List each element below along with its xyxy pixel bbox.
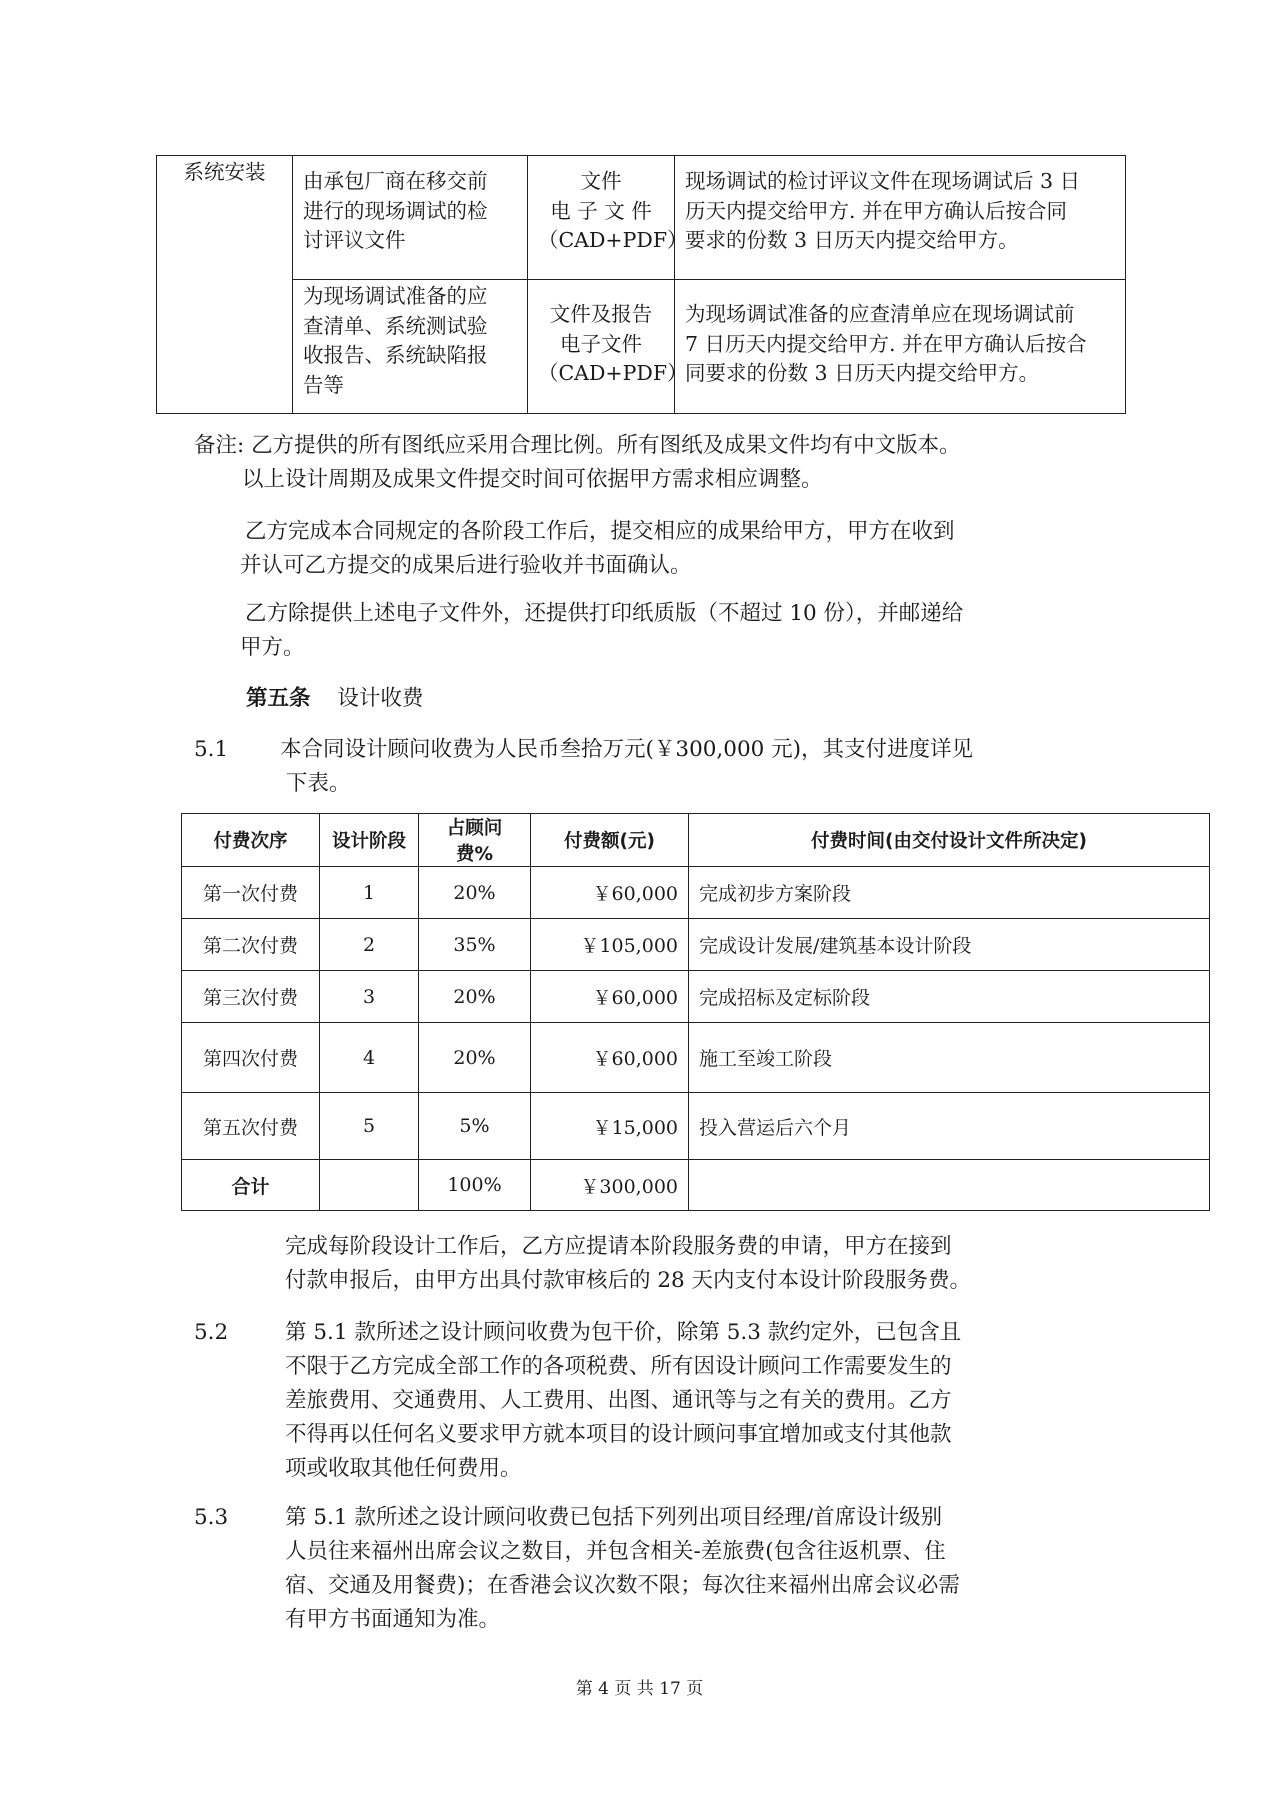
header-timing: 付费时间(由交付设计文件所决定) bbox=[689, 814, 1210, 867]
paragraph-line: 不限于乙方完成全部工作的各项税费、所有因设计顾问工作需要发生的 bbox=[285, 1354, 952, 1379]
stage-cell: 2 bbox=[320, 919, 419, 971]
item-line: 由承包厂商在移交前 bbox=[303, 169, 488, 193]
table-total-row bbox=[182, 1160, 1210, 1211]
clause-5-1-text bbox=[280, 733, 973, 801]
paragraph-line: 甲方。 bbox=[240, 635, 305, 660]
requirement-line: 为现场调试准备的应查清单应在现场调试前 bbox=[685, 302, 1075, 326]
order-cell: 第一次付费 bbox=[182, 867, 320, 919]
format-line: 文件及报告 bbox=[549, 302, 653, 326]
paragraph-line: 并认可乙方提交的成果后进行验收并书面确认。 bbox=[240, 553, 692, 578]
remarks bbox=[194, 429, 961, 497]
table-header-row bbox=[182, 814, 1210, 867]
item-line: 讨评议文件 bbox=[303, 228, 406, 252]
paragraph-line: 下表。 bbox=[286, 771, 351, 796]
percent-cell: 5% bbox=[419, 1093, 531, 1160]
paragraph-line: 完成每阶段设计工作后，乙方应提请本阶段服务费的申请，甲方在接到 bbox=[285, 1234, 952, 1259]
requirement-line: 要求的份数 3 日历天内提交给甲方。 bbox=[685, 228, 1019, 252]
table-row bbox=[182, 971, 1210, 1023]
paragraph-line: 乙方完成本合同规定的各阶段工作后，提交相应的成果给甲方，甲方在收到 bbox=[245, 519, 955, 544]
requirement-cell bbox=[675, 156, 1126, 280]
header-percent: 占顾问费% bbox=[419, 814, 531, 867]
amount-cell: ￥105,000 bbox=[531, 919, 689, 971]
percent-cell: 20% bbox=[419, 971, 531, 1023]
format-line: 电 子 文 件 bbox=[550, 198, 652, 223]
percent-cell: 35% bbox=[419, 919, 531, 971]
stage-cell: 1 bbox=[320, 867, 419, 919]
total-label: 合计 bbox=[182, 1160, 320, 1211]
item-line: 进行的现场调试的检 bbox=[303, 198, 488, 223]
requirement-cell bbox=[675, 280, 1126, 414]
section-label: 系统安装 bbox=[183, 160, 266, 184]
total-amount: ￥300,000 bbox=[531, 1160, 689, 1211]
total-timing-cell bbox=[689, 1160, 1210, 1211]
paragraph-line: 宿、交通及用餐费)；在香港会议次数不限；每次往来福州出席会议必需 bbox=[285, 1573, 960, 1598]
table-row bbox=[157, 280, 1126, 414]
remarks-line: 备注: 乙方提供的所有图纸应采用合理比例。所有图纸及成果文件均有中文版本。 bbox=[194, 433, 961, 458]
paragraph-line: 项或收取其他任何费用。 bbox=[285, 1456, 522, 1481]
paragraph-line: 付款申报后，由甲方出具付款审核后的 28 天内支付本设计阶段服务费。 bbox=[285, 1268, 972, 1293]
remarks-line: 以上设计周期及成果文件提交时间可依据甲方需求相应调整。 bbox=[242, 467, 823, 492]
requirement-line: 同要求的份数 3 日历天内提交给甲方。 bbox=[685, 361, 1040, 385]
article-number: 第五条 bbox=[246, 686, 311, 711]
percent-cell: 20% bbox=[419, 867, 531, 919]
format-cell bbox=[528, 156, 688, 280]
timing-cell: 投入营运后六个月 bbox=[689, 1093, 1210, 1160]
total-percent: 100% bbox=[419, 1160, 531, 1211]
order-cell: 第二次付费 bbox=[182, 919, 320, 971]
timing-cell: 完成招标及定标阶段 bbox=[689, 971, 1210, 1023]
fee-schedule-table bbox=[181, 813, 1210, 1211]
article-title: 设计收费 bbox=[337, 686, 424, 711]
stage-cell: 4 bbox=[320, 1023, 419, 1093]
section-cell bbox=[157, 156, 293, 414]
item-line: 查清单、系统测试验 bbox=[303, 313, 488, 338]
item-line: 为现场调试准备的应 bbox=[303, 284, 488, 308]
article-heading bbox=[246, 682, 423, 716]
deliverables-table bbox=[156, 155, 1126, 414]
format-line: （CAD+PDF） bbox=[538, 361, 688, 385]
amount-cell: ￥60,000 bbox=[531, 867, 689, 919]
format-line: 文件 bbox=[580, 169, 622, 193]
format-line: 电子文件 bbox=[560, 331, 642, 356]
format-line: （CAD+PDF） bbox=[538, 228, 688, 252]
amount-cell: ￥15,000 bbox=[531, 1093, 689, 1160]
stage-cell: 5 bbox=[320, 1093, 419, 1160]
amount-cell: ￥60,000 bbox=[531, 971, 689, 1023]
stage-cell: 3 bbox=[320, 971, 419, 1023]
acceptance-paragraph bbox=[240, 515, 955, 583]
table-row bbox=[182, 867, 1210, 919]
paragraph-line: 第 5.1 款所述之设计顾问收费为包干价，除第 5.3 款约定外，已包含且 bbox=[285, 1320, 962, 1345]
clause-5-3-text bbox=[285, 1501, 960, 1637]
timing-cell: 施工至竣工阶段 bbox=[689, 1023, 1210, 1093]
table-row bbox=[157, 156, 1126, 280]
item-line: 告等 bbox=[303, 372, 344, 397]
header-order: 付费次序 bbox=[182, 814, 320, 867]
requirement-line: 历天内提交给甲方. 并在甲方确认后按合同 bbox=[685, 198, 1068, 223]
requirement-line: 7 日历天内提交给甲方. 并在甲方确认后按合 bbox=[685, 331, 1087, 356]
order-cell: 第五次付费 bbox=[182, 1093, 320, 1160]
paragraph-line: 差旅费用、交通费用、人工费用、出图、通讯等与之有关的费用。乙方 bbox=[285, 1388, 952, 1413]
paragraph-line: 本合同设计顾问收费为人民币叁拾万元(￥300,000 元)，其支付进度详见 bbox=[280, 737, 974, 762]
timing-cell: 完成初步方案阶段 bbox=[689, 867, 1210, 919]
table-row bbox=[182, 919, 1210, 971]
paragraph-line: 乙方除提供上述电子文件外，还提供打印纸质版（不超过 10 份），并邮递给 bbox=[245, 601, 964, 626]
header-amount: 付费额(元) bbox=[531, 814, 689, 867]
item-line: 收报告、系统缺陷报 bbox=[303, 343, 488, 367]
clause-5-1-number: 5.1 bbox=[194, 737, 229, 762]
paragraph-line: 人员往来福州出席会议之数目，并包含相关-差旅费(包含往返机票、住 bbox=[285, 1539, 946, 1564]
table-row bbox=[182, 1023, 1210, 1093]
timing-cell: 完成设计发展/建筑基本设计阶段 bbox=[689, 919, 1210, 971]
paragraph-line: 不得再以任何名义要求甲方就本项目的设计顾问事宜增加或支付其他款 bbox=[285, 1422, 952, 1447]
item-cell bbox=[293, 156, 528, 280]
requirement-line: 现场调试的检讨评议文件在现场调试后 3 日 bbox=[685, 169, 1081, 193]
page-number: 第 4 页 共 17 页 bbox=[575, 1679, 704, 1699]
total-stage-cell bbox=[320, 1160, 419, 1211]
percent-cell: 20% bbox=[419, 1023, 531, 1093]
format-cell bbox=[528, 280, 688, 414]
order-cell: 第四次付费 bbox=[182, 1023, 320, 1093]
order-cell: 第三次付费 bbox=[182, 971, 320, 1023]
paragraph-line: 有甲方书面通知为准。 bbox=[285, 1607, 501, 1632]
clause-5-3-number: 5.3 bbox=[194, 1505, 229, 1530]
clause-5-2-text bbox=[285, 1316, 961, 1486]
amount-cell: ￥60,000 bbox=[531, 1023, 689, 1093]
clause-5-2-number: 5.2 bbox=[194, 1320, 229, 1345]
payment-application-paragraph bbox=[285, 1230, 971, 1298]
table-row bbox=[182, 1093, 1210, 1160]
print-copies-paragraph bbox=[240, 597, 963, 665]
paragraph-line: 第 5.1 款所述之设计顾问收费已包括下列列出项目经理/首席设计级别 bbox=[285, 1505, 943, 1530]
item-cell bbox=[293, 280, 528, 414]
header-stage: 设计阶段 bbox=[320, 814, 419, 867]
